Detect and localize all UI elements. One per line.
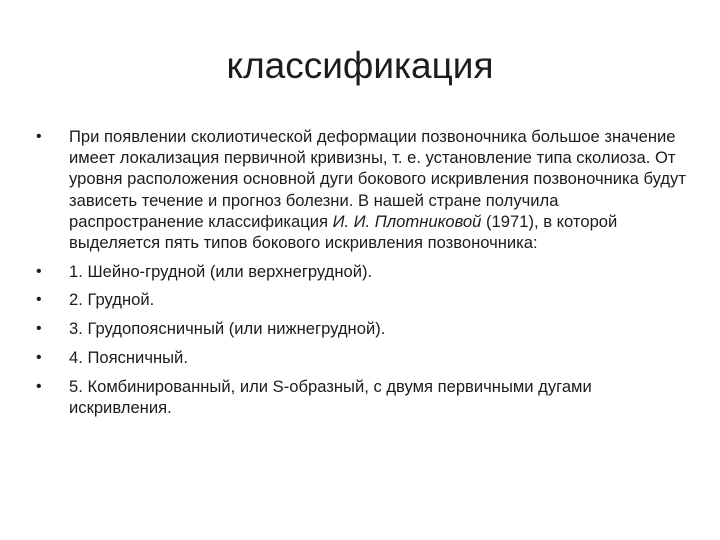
bullet-icon: • <box>36 348 42 366</box>
intro-text-after: (1971), в которой выделяется пять типов бокового искривления позвоночника: <box>69 211 618 253</box>
list-item-type-4 <box>36 347 686 368</box>
list-item-type-3 <box>36 318 686 339</box>
intro-author: И. И. Плотниковой <box>332 211 482 231</box>
intro-text-before: При появлении сколиотической деформации позвоночника большое значение имеет локализация первичной кривизны, т. е. установление типа сколиоза. От уровня расположения основной дуги бокового искривления позвоночника будут зависеть течение и прогноз болезни. В нашей стране получила распространение классификация <box>69 127 686 231</box>
bullet-list <box>36 126 686 425</box>
list-item-type-5 <box>36 376 686 418</box>
list-item-type-1 <box>36 261 686 282</box>
bullet-icon: • <box>36 262 42 280</box>
type-label: 1. Шейно‑грудной (или верхнегрудной). <box>69 261 373 281</box>
type-label: 3. Грудопоясничный (или нижнегрудной). <box>69 319 386 339</box>
slide-title: классификация <box>226 45 494 86</box>
type-label: 5. Комбинированный, или S‑образный, с двумя первичными дугами искривления. <box>69 376 592 417</box>
intro-paragraph <box>36 126 686 253</box>
bullet-icon: • <box>36 128 42 145</box>
bullet-icon: • <box>36 320 42 338</box>
list-item-type-2 <box>36 289 686 310</box>
bullet-icon: • <box>36 291 42 309</box>
type-label: 2. Грудной. <box>69 290 155 310</box>
type-label: 4. Поясничный. <box>69 347 188 367</box>
bullet-icon: • <box>36 377 42 395</box>
